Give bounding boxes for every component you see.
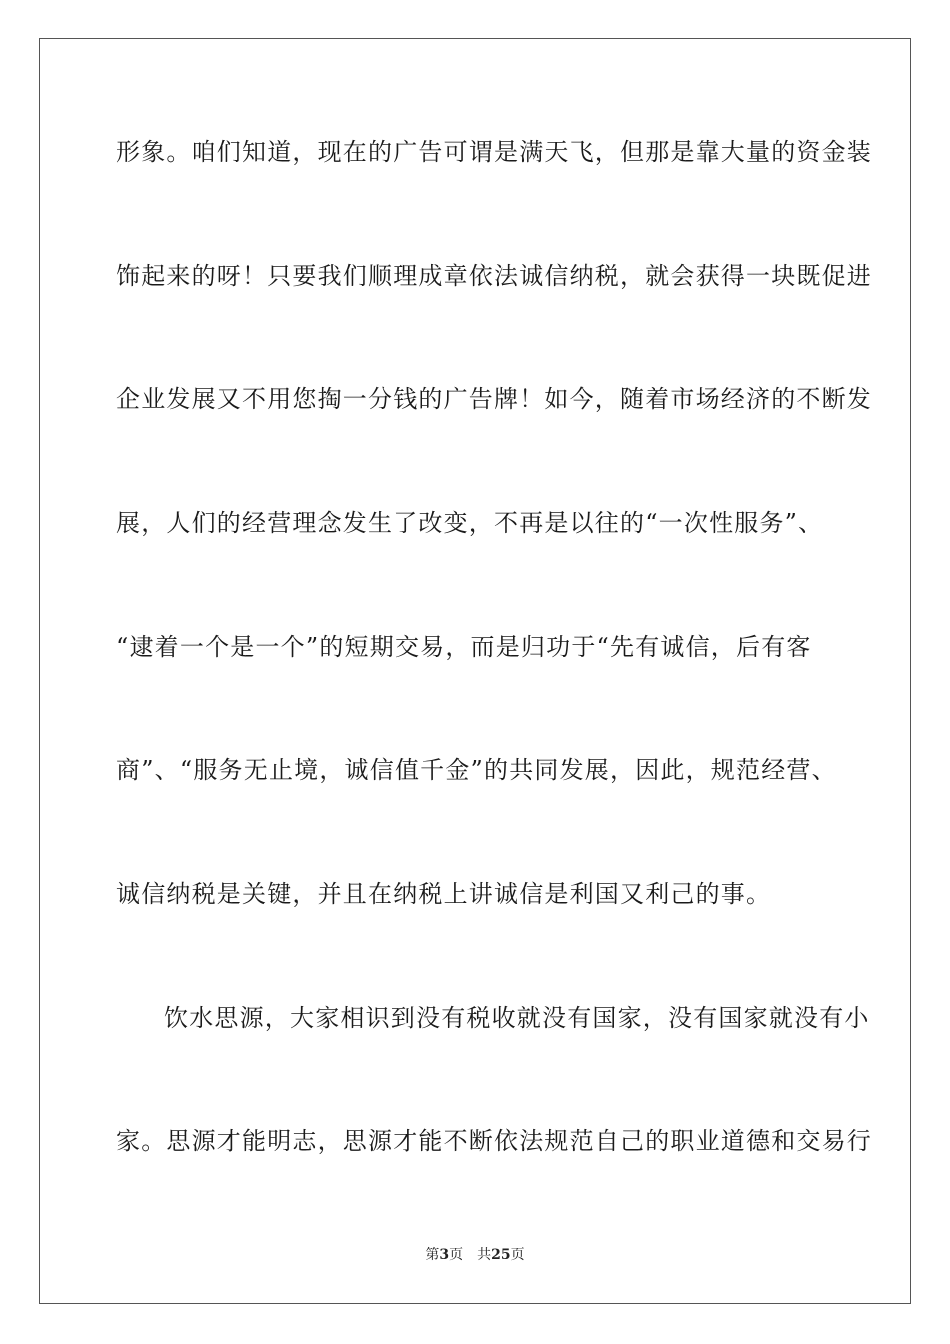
body-text-line: 企业发展又不用您掏一分钱的广告牌！如今，随着市场经济的不断发: [116, 385, 872, 413]
body-text-line: 诚信纳税是关键，并且在纳税上讲诚信是利国又利己的事。: [116, 880, 772, 908]
body-text-line: 形象。咱们知道，现在的广告可谓是满天飞，但那是靠大量的资金装: [116, 138, 872, 166]
body-text-line: “逮着一个是一个”的短期交易，而是归功于“先有诚信，后有客: [116, 633, 812, 661]
total-suffix: 页: [510, 1247, 525, 1263]
body-text-line: 家。思源才能明志，思源才能不断依法规范自己的职业道德和交易行: [116, 1127, 872, 1155]
page-number: 3: [439, 1247, 450, 1263]
paragraph-first-line: 饮水思源，大家相识到没有税收就没有国家，没有国家就没有小: [164, 1004, 870, 1032]
total-pages: 25: [491, 1247, 511, 1263]
body-text-line: 饰起来的呀！只要我们顺理成章依法诚信纳税，就会获得一块既促进: [116, 262, 872, 290]
body-text-line: 展，人们的经营理念发生了改变，不再是以往的“一次性服务”、: [116, 509, 824, 537]
page-prefix: 第: [425, 1247, 440, 1263]
total-prefix: 共: [477, 1247, 492, 1263]
page-footer: [0, 1246, 950, 1264]
body-text-line: 商”、“服务无止境，诚信值千金”的共同发展，因此，规范经营、: [116, 756, 837, 784]
page-border: [39, 38, 911, 1304]
page-suffix: 页: [449, 1247, 464, 1263]
